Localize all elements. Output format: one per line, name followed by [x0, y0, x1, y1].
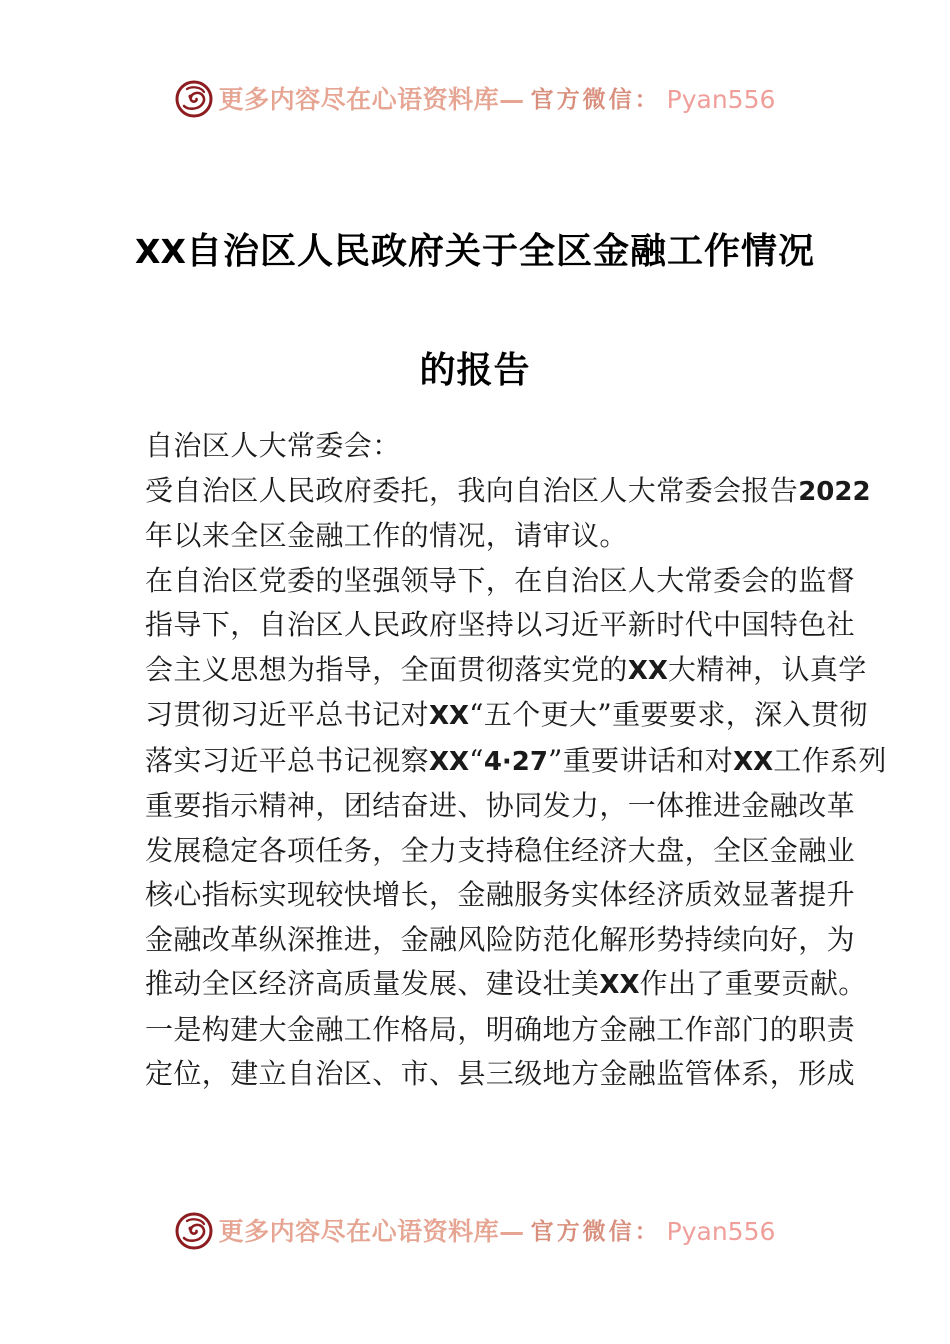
- body-text-cn: 重要指示精神，团结奋进、协同发力，一体推进金融改革: [145, 789, 856, 822]
- page-title: [0, 192, 950, 429]
- body-text-cn: 发展稳定各项任务，全力支持稳住经济大盘，全区金融业: [145, 833, 856, 867]
- body-line: [145, 873, 856, 918]
- body-line: [145, 962, 867, 1008]
- body-line: [145, 603, 856, 648]
- body-text-cn: 会主义思想为指导，全面贯彻落实党的: [145, 652, 628, 686]
- body-text-cn: 受自治区人民政府委托，我向自治区人大常委会报告: [145, 473, 799, 507]
- page-title-line-1: [0, 192, 950, 311]
- body-text-cn: 年以来全区金融工作的情况，请审议。: [145, 519, 628, 552]
- body-text-cn: 落实习近平总书记视察: [145, 743, 430, 777]
- body-text-cn: 大精神，认真学: [667, 652, 867, 686]
- watermark-main-text: 更多内容尽在心语资料库—: [218, 1216, 525, 1246]
- body-line: [145, 514, 813, 559]
- body-text-latin: 2022: [798, 476, 871, 507]
- body-line: [145, 1008, 856, 1053]
- body-text-cn: 金融改革纵深推进，金融风险防范化解形势持续向好，为: [145, 922, 856, 956]
- watermark-main-text: 更多内容尽在心语资料库—: [218, 84, 525, 114]
- watermark-footer: [0, 1212, 950, 1250]
- body-text-cn: “五个更大”重要要求，深入贯彻: [469, 698, 868, 731]
- body-line: [145, 829, 856, 874]
- body-text-latin: XX: [599, 970, 640, 1000]
- body-text-cn: 定位，建立自治区、市、县三级地方金融监管体系，形成: [145, 1057, 856, 1090]
- body-text-latin: XX: [429, 701, 470, 731]
- body-text-cn: 推动全区经济高质量发展、建设壮美: [145, 967, 600, 1000]
- watermark-wechat-label: 官方微信：: [530, 85, 661, 113]
- body-text-cn: “: [469, 743, 484, 777]
- page-title-line-2: 的报告: [419, 349, 531, 392]
- body-text-cn: 习贯彻习近平总书记对: [145, 698, 430, 731]
- body-text-cn: 作出了重要贡献。: [639, 967, 867, 1000]
- body-text-latin: XX: [429, 746, 470, 777]
- body-text-latin: 4·27: [483, 746, 548, 777]
- circular-swirl-logo-icon: [175, 80, 213, 118]
- watermark-wechat-label: 官方微信：: [530, 1217, 661, 1245]
- body-line: [145, 1052, 856, 1097]
- watermark-account-id: Pyan556: [666, 84, 776, 114]
- body-text-cn: 一是构建大金融工作格局，明确地方金融工作部门的职责: [145, 1012, 856, 1046]
- body-text-cn: 在自治区党委的坚强领导下，在自治区人大常委会的监督: [145, 563, 856, 597]
- body-text-latin: XX: [733, 746, 774, 777]
- document-body: [145, 424, 887, 1097]
- watermark-account-id: Pyan556: [666, 1216, 776, 1246]
- body-line: [145, 469, 871, 515]
- body-text-cn: 工作系列: [773, 743, 887, 777]
- body-line: [145, 739, 887, 785]
- body-line: [145, 918, 856, 963]
- body-line: [145, 559, 856, 604]
- watermark-header: [0, 80, 950, 118]
- body-line: [145, 784, 856, 829]
- page-title-line-1-rest: 自治区人民政府关于全区金融工作情况: [185, 230, 815, 273]
- body-text-latin: XX: [627, 655, 668, 686]
- body-text-cn: 核心指标实现较快增长，金融服务实体经济质效显著提升: [145, 878, 856, 911]
- body-text-cn: 指导下，自治区人民政府坚持以习近平新时代中国特色社: [145, 608, 856, 641]
- body-line: [145, 424, 813, 469]
- body-line: [145, 693, 868, 739]
- body-text-cn: 自治区人大常委会：: [145, 429, 401, 462]
- circular-swirl-logo-icon: [175, 1212, 213, 1250]
- body-line: [145, 648, 867, 694]
- page-title-line-1-prefix: XX: [135, 232, 186, 272]
- body-text-cn: ”重要讲话和对: [547, 743, 734, 777]
